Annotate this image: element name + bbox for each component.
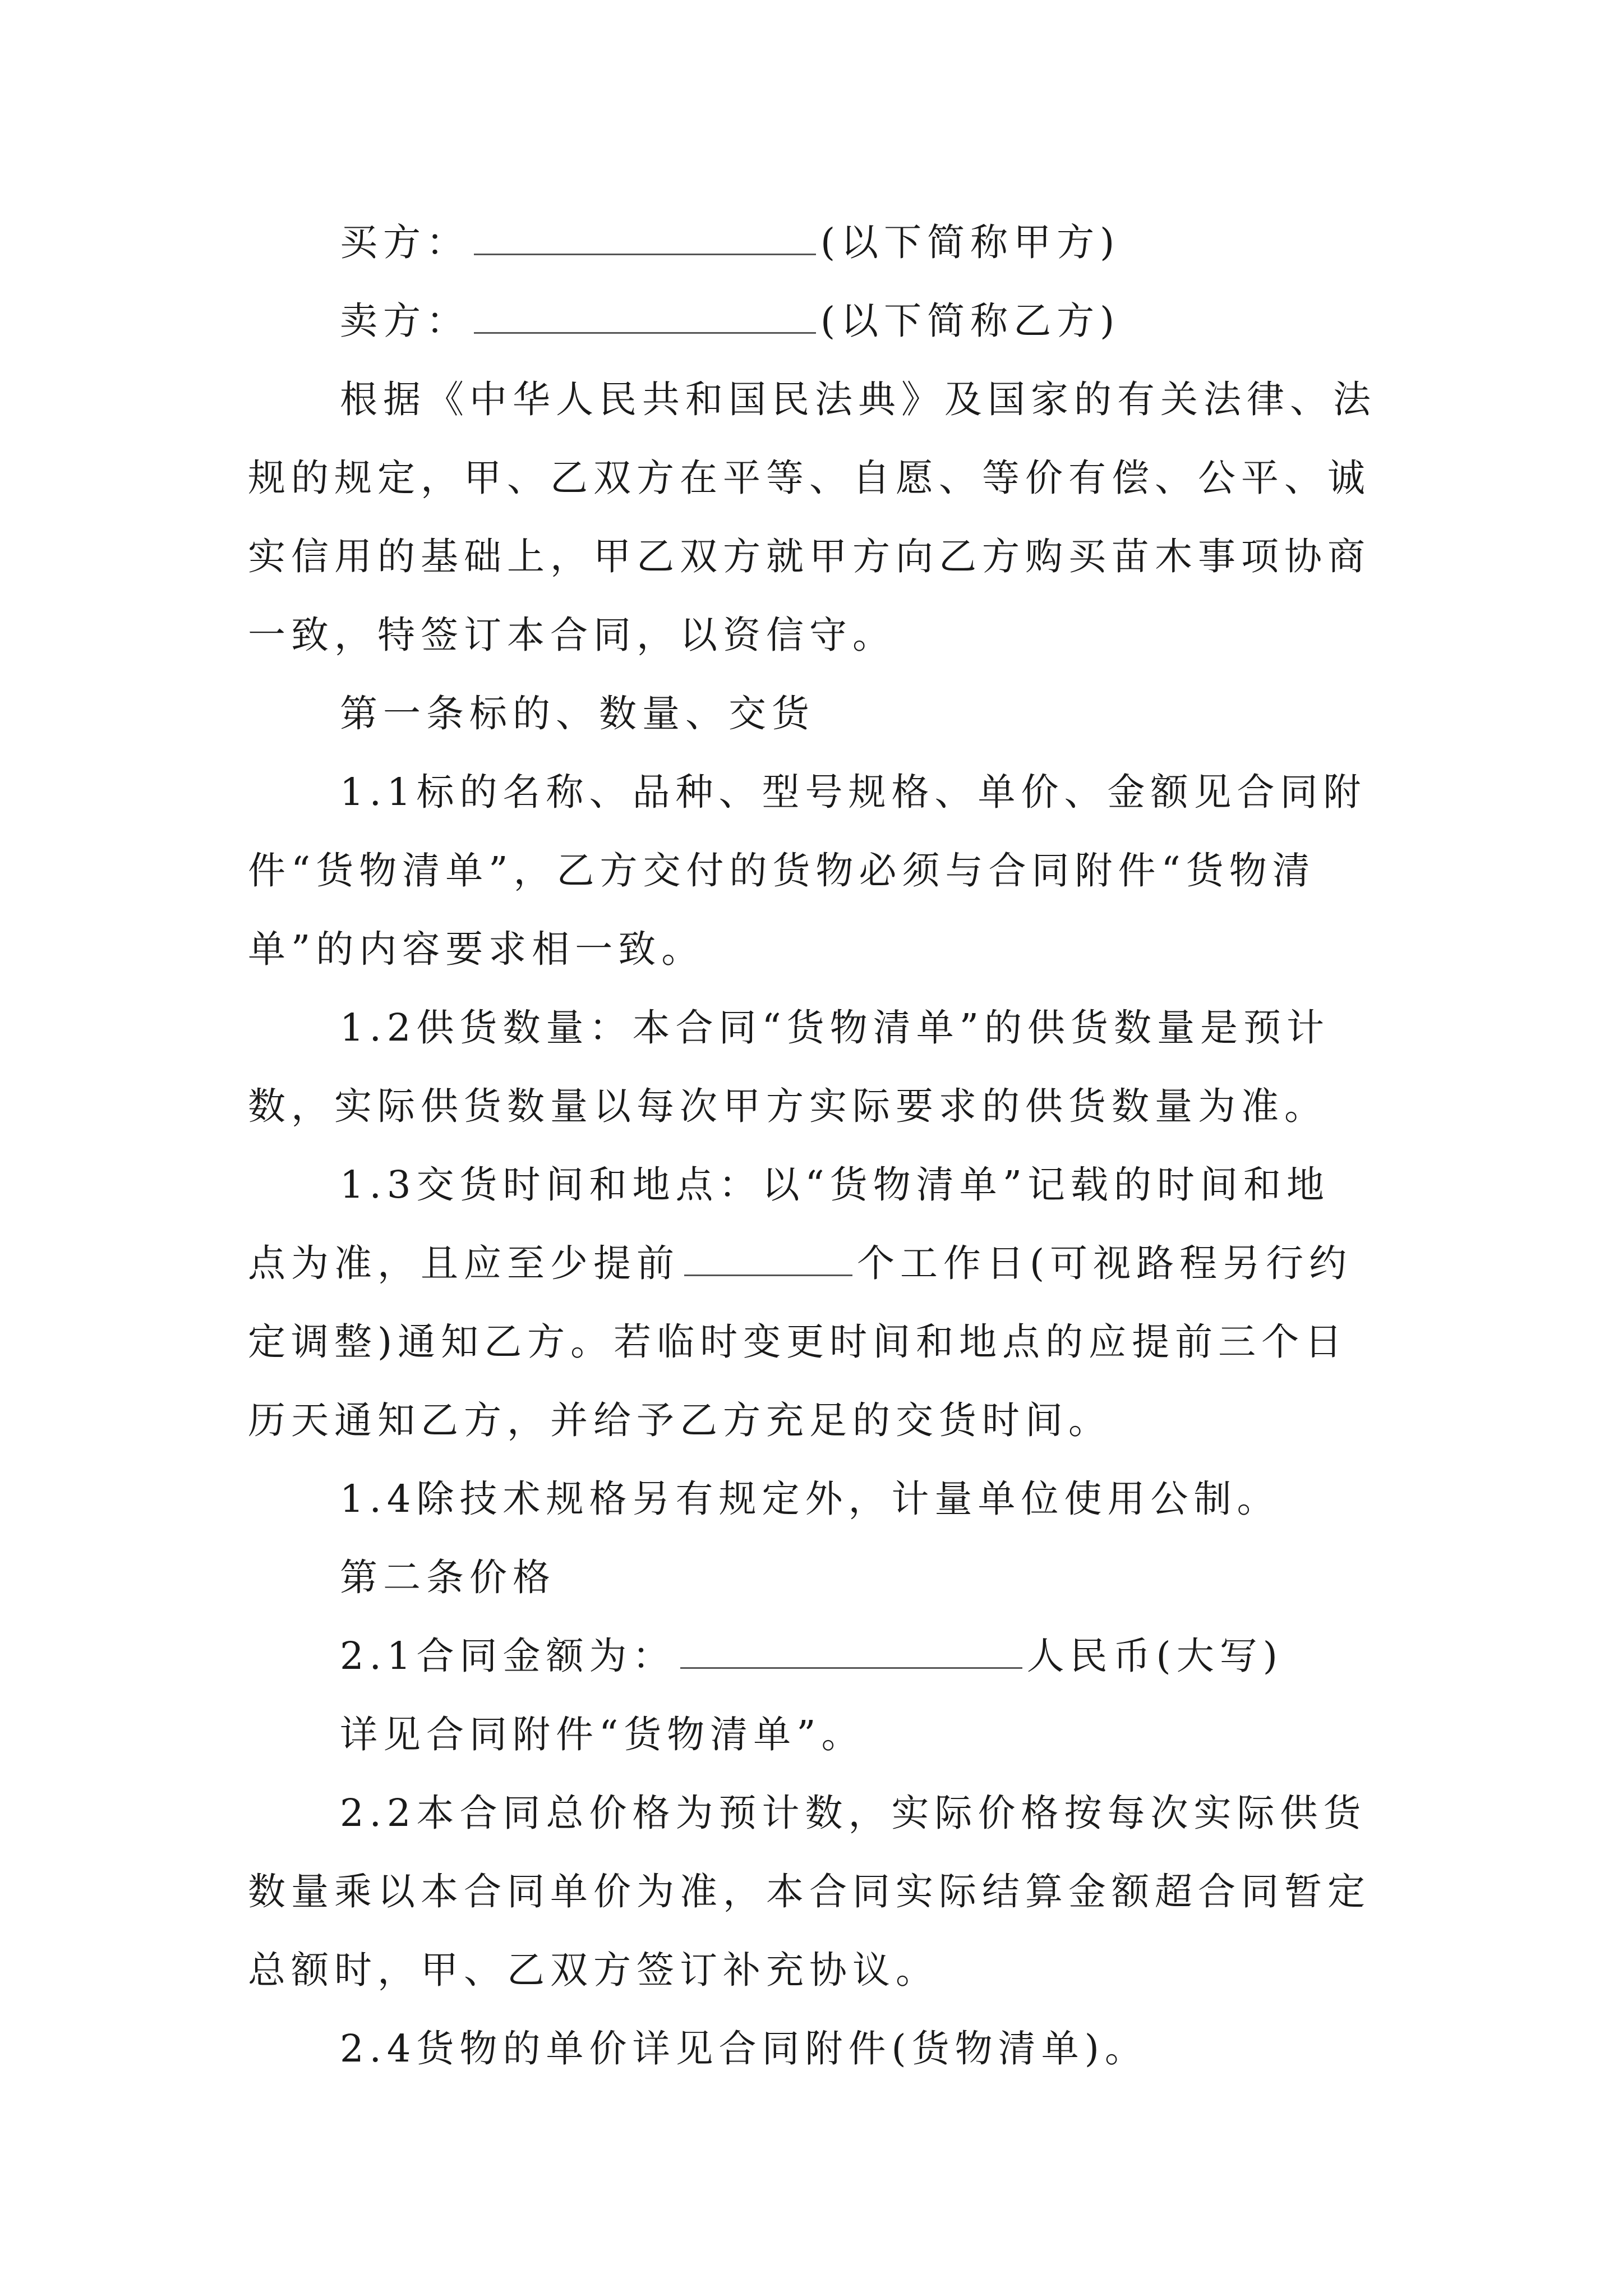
clause-2-1-text-2: 详见合同附件“货物清单”。 <box>340 1713 865 1756</box>
clause-2-2-text-1: 2.2本合同总价格为预计数，实际价格按每次实际供货 <box>340 1791 1367 1835</box>
clause-2-1-text-1a: 2.1合同金额为： <box>340 1634 676 1678</box>
clause-1-2-line-2 <box>0 1067 1623 1145</box>
clause-1-1-text-2: 件“货物清单”，乙方交付的货物必须与合同附件“货物清 <box>248 849 1316 892</box>
clause-2-1-text-1b: 人民币(大写) <box>1026 1634 1283 1678</box>
clause-2-2-text-2: 数量乘以本合同单价为准，本合同实际结算金额超合同暂定 <box>248 1870 1371 1913</box>
seller-suffix: (以下简称乙方) <box>820 299 1121 343</box>
clause-1-1-line-1 <box>0 753 1623 831</box>
preamble-line-2 <box>0 439 1623 517</box>
clause-1-3-line-4 <box>0 1381 1623 1460</box>
clause-1-3-text-2b: 个工作日(可视路程另行约 <box>857 1241 1353 1285</box>
buyer-name-blank <box>474 205 816 255</box>
preamble-text-4: 一致，特签订本合同，以资信守。 <box>248 613 896 657</box>
clause-1-3-text-4: 历天通知乙方，并给予乙方充足的交货时间。 <box>248 1398 1112 1442</box>
preamble-line-1 <box>0 360 1623 439</box>
seller-label: 卖方： <box>340 299 469 343</box>
clause-1-3-line-1 <box>0 1145 1623 1224</box>
seller-line <box>0 282 1623 360</box>
preamble-text-2: 规的规定，甲、乙双方在平等、自愿、等价有偿、公平、诚 <box>248 456 1371 500</box>
clause-1-3-text-2a: 点为准，且应至少提前 <box>248 1241 680 1285</box>
clause-2-4-line <box>0 2009 1623 2088</box>
workdays-blank <box>684 1226 852 1276</box>
clause-1-3-line-3 <box>0 1303 1623 1381</box>
article-1-title <box>0 674 1623 753</box>
clause-1-1-text-3: 单”的内容要求相一致。 <box>248 927 705 971</box>
buyer-line <box>0 203 1623 282</box>
clause-1-3-text-3: 定调整)通知乙方。若临时变更时间和地点的应提前三个日 <box>248 1320 1348 1364</box>
clause-1-2-text-1: 1.2供货数量：本合同“货物清单”的供货数量是预计 <box>340 1006 1330 1050</box>
preamble-text-1: 根据《中华人民共和国民法典》及国家的有关法律、法 <box>340 378 1376 421</box>
article-2-title <box>0 1538 1623 1617</box>
preamble-line-3 <box>0 517 1623 596</box>
clause-2-1-line-2 <box>0 1695 1623 1774</box>
clause-1-4-text: 1.4除技术规格另有规定外，计量单位使用公制。 <box>340 1477 1280 1521</box>
clause-2-2-text-3: 总额时，甲、乙双方签订补充协议。 <box>248 1948 939 1992</box>
clause-1-4-line <box>0 1460 1623 1538</box>
clause-2-2-line-1 <box>0 1774 1623 1852</box>
clause-1-2-line-1 <box>0 988 1623 1067</box>
preamble-line-4 <box>0 596 1623 674</box>
preamble-text-3: 实信用的基础上，甲乙双方就甲方向乙方购买苗木事项协商 <box>248 535 1371 578</box>
clause-2-4-text: 2.4货物的单价详见合同附件(货物清单)。 <box>340 2027 1148 2070</box>
clause-1-3-text-1: 1.3交货时间和地点：以“货物清单”记载的时间和地 <box>340 1163 1330 1207</box>
clause-2-2-line-2 <box>0 1852 1623 1931</box>
clause-1-1-line-2 <box>0 831 1623 910</box>
clause-2-2-line-3 <box>0 1931 1623 2009</box>
clause-1-3-line-2 <box>0 1224 1623 1303</box>
clause-1-1-text-1: 1.1标的名称、品种、型号规格、单价、金额见合同附 <box>340 770 1367 814</box>
clause-1-2-text-2: 数，实际供货数量以每次甲方实际要求的供货数量为准。 <box>248 1084 1327 1128</box>
article-1-title-text: 第一条标的、数量、交货 <box>340 692 815 735</box>
clause-2-1-line-1 <box>0 1617 1623 1695</box>
clause-1-1-line-3 <box>0 910 1623 988</box>
seller-name-blank <box>474 284 816 334</box>
buyer-label: 买方： <box>340 220 469 264</box>
contract-amount-blank <box>680 1619 1022 1669</box>
buyer-suffix: (以下简称甲方) <box>820 220 1121 264</box>
article-2-title-text: 第二条价格 <box>340 1556 556 1599</box>
